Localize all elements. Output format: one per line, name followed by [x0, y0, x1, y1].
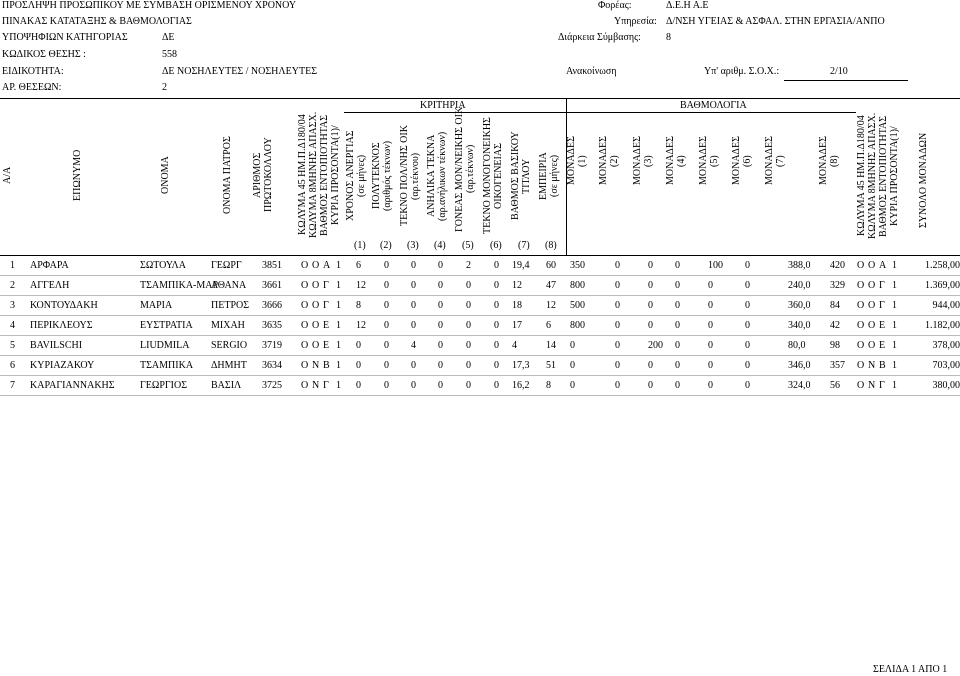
cell-localb: Γ: [879, 280, 885, 291]
cell-goneas: 0: [466, 300, 471, 311]
cell-k45b: Ο: [857, 360, 865, 371]
cell-k45b: Ο: [857, 320, 865, 331]
cell-aa: 1: [10, 260, 15, 271]
col-father: ΟΝΟΜΑ ΠΑΤΡΟΣ: [222, 136, 233, 214]
cell-surname: ΑΡΦΑΡΑ: [30, 260, 69, 271]
cell-localb: Α: [879, 260, 887, 271]
cell-teknomon: 0: [494, 300, 499, 311]
cell-local: Α: [323, 260, 331, 271]
cell-m5: 0: [708, 320, 713, 331]
cell-m4: 0: [675, 320, 680, 331]
doc-title: ΠΡΟΣΛΗΨΗ ΠΡΟΣΩΠΙΚΟΥ ΜΕ ΣΥΜΒΑΣΗ ΟΡΙΣΜΕΝΟΥ ΧΡΟΝΟΥ: [2, 0, 297, 11]
cell-k8: Ο: [312, 260, 320, 271]
cell-teknomon: 0: [494, 320, 499, 331]
cell-m7: 360,0: [788, 300, 811, 311]
cell-polyteknos: 0: [384, 360, 389, 371]
cell-localb: Γ: [879, 380, 885, 391]
cell-k45b: Ο: [857, 300, 865, 311]
code-value: 558: [162, 49, 177, 60]
cell-polyteknos: 0: [384, 340, 389, 351]
cell-unemployment: 12: [356, 320, 366, 331]
cell-m1: 350: [570, 260, 585, 271]
cell-k45b: Ο: [857, 260, 865, 271]
cell-teknopolyt: 0: [411, 260, 416, 271]
cell-qualb: 1: [892, 300, 897, 311]
cell-father: SERGIO: [211, 340, 248, 351]
cell-m8: 56: [830, 380, 840, 391]
cell-k8: Ο: [312, 320, 320, 331]
cell-m8: 84: [830, 300, 840, 311]
cell-m3: 0: [648, 280, 653, 291]
cell-father: ΔΗΜΗΤ: [211, 360, 247, 371]
cell-unemployment: 0: [356, 360, 361, 371]
cell-surname: BAVILSCHI: [30, 340, 83, 351]
cell-k45: Ο: [301, 320, 309, 331]
duration-value: 8: [666, 32, 671, 43]
cell-protocol: 3661: [262, 280, 282, 291]
cell-qualb: 1: [892, 260, 897, 271]
cell-goneas: 0: [466, 280, 471, 291]
cell-qualb: 1: [892, 340, 897, 351]
table-row: [0, 276, 960, 296]
col-kolyma-b: ΚΩΛΥΜΑ 45 ΗΜ.Π.Δ180/04 ΚΩΛΥΜΑ 8ΜΗΝΗΣ ΑΠΑΣΧ. ΒΑΘΜΟΣ ΕΝΤΟΠΙΟΤΗΤΑΣ ΚΥΡΙΑ ΠΡΟΣΟΝΤΑ(1)/: [856, 112, 900, 240]
cell-localb: Ε: [879, 320, 886, 331]
cell-m5: 0: [708, 380, 713, 391]
cell-total: 1.369,00: [925, 280, 960, 291]
cell-k8b: Ο: [868, 260, 876, 271]
cell-k45b: Ο: [857, 280, 865, 291]
cell-m1: 0: [570, 360, 575, 371]
ref-value: 2/10: [830, 66, 848, 77]
cell-goneas: 0: [466, 360, 471, 371]
cell-anilika: 0: [438, 280, 443, 291]
cell-surname: ΑΓΓΕΛΗ: [30, 280, 70, 291]
cell-local: Γ: [323, 380, 329, 391]
col-unemployment: ΧΡΟΝΟΣ ΑΝΕΡΓΙΑΣ (σε μήνες): [345, 130, 367, 222]
cell-qual: 1: [336, 300, 341, 311]
cell-unemployment: 0: [356, 340, 361, 351]
col-degree: ΒΑΘΜΟΣ ΒΑΣΙΚΟΥ ΤΙΤΛΟΥ: [510, 131, 532, 221]
cell-m4: 0: [675, 340, 680, 351]
cell-m8: 98: [830, 340, 840, 351]
subnumber: (6): [490, 240, 502, 251]
cell-anilika: 0: [438, 260, 443, 271]
cell-k8b: Ν: [868, 360, 876, 371]
cell-m2: 0: [615, 280, 620, 291]
col-m2: ΜΟΝΑΔΕΣ (2): [598, 136, 620, 186]
cell-protocol: 3666: [262, 300, 282, 311]
cell-total: 380,00: [932, 380, 960, 391]
cell-m5: 0: [708, 340, 713, 351]
cell-qual: 1: [336, 380, 341, 391]
cell-m5: 0: [708, 300, 713, 311]
cell-experience: 14: [546, 340, 556, 351]
cell-total: 378,00: [932, 340, 960, 351]
col-anilika: ΑΝΗΛΙΚΑ ΤΕΚΝΑ (αρ.ανήλικων τέκνων): [426, 131, 448, 221]
cell-qualb: 1: [892, 360, 897, 371]
col-m6: ΜΟΝΑΔΕΣ (6): [731, 136, 753, 186]
cell-name: ΤΣΑΜΠΙΚΑ: [140, 360, 194, 371]
cell-protocol: 3851: [262, 260, 282, 271]
cell-name: ΓΕΩΡΓΙΟΣ: [140, 380, 188, 391]
subnumber: (3): [407, 240, 419, 251]
cell-m5: 0: [708, 280, 713, 291]
cell-aa: 4: [10, 320, 15, 331]
cell-polyteknos: 0: [384, 320, 389, 331]
cell-name: ΕΥΣΤΡΑΤΙΑ: [140, 320, 193, 331]
cell-teknopolyt: 0: [411, 320, 416, 331]
service-label: Υπηρεσία:: [614, 16, 657, 27]
agency-value: Δ.Ε.Η Α.Ε: [666, 0, 709, 11]
cell-degree: 17,3: [512, 360, 530, 371]
cell-degree: 4: [512, 340, 517, 351]
cell-m5: 0: [708, 360, 713, 371]
code-label: ΚΩΔΙΚΟΣ ΘΕΣΗΣ :: [2, 49, 86, 60]
cell-m4: 0: [675, 260, 680, 271]
cell-localb: Γ: [879, 300, 885, 311]
cell-m8: 357: [830, 360, 845, 371]
cell-name: ΣΩΤΟΥΛΑ: [140, 260, 186, 271]
cell-localb: Β: [879, 360, 886, 371]
cell-m1: 500: [570, 300, 585, 311]
cell-degree: 16,2: [512, 380, 530, 391]
cell-m4: 0: [675, 300, 680, 311]
col-m1: ΜΟΝΑΔΕΣ (1): [566, 136, 588, 186]
cell-m5: 100: [708, 260, 723, 271]
col-m3: ΜΟΝΑΔΕΣ (3): [632, 136, 654, 186]
cell-experience: 47: [546, 280, 556, 291]
cell-experience: 60: [546, 260, 556, 271]
cell-teknomon: 0: [494, 340, 499, 351]
cell-father: ΓΕΩΡΓ: [211, 260, 242, 271]
cell-qual: 1: [336, 280, 341, 291]
cell-m1: 800: [570, 320, 585, 331]
cell-k45: Ο: [301, 360, 309, 371]
subnumber: (8): [545, 240, 557, 251]
col-m7: ΜΟΝΑΔΕΣ (7): [764, 136, 786, 186]
cell-teknomon: 0: [494, 380, 499, 391]
col-surname: ΕΠΩΝΥΜΟ: [72, 149, 83, 201]
cell-local: Γ: [323, 280, 329, 291]
cell-unemployment: 8: [356, 300, 361, 311]
cell-local: Ε: [323, 320, 330, 331]
cell-anilika: 0: [438, 360, 443, 371]
cell-polyteknos: 0: [384, 300, 389, 311]
cell-protocol: 3719: [262, 340, 282, 351]
cell-m2: 0: [615, 380, 620, 391]
cell-k8b: Ο: [868, 320, 876, 331]
cell-qual: 1: [336, 360, 341, 371]
cell-m6: 0: [745, 280, 750, 291]
cell-teknopolyt: 0: [411, 300, 416, 311]
cell-aa: 7: [10, 380, 15, 391]
table-row: [0, 256, 960, 276]
col-kolyma-a: ΚΩΛΥΜΑ 45 ΗΜ.Π.Δ180/04 ΚΩΛΥΜΑ 8ΜΗΝΗΣ ΑΠΑΣΧ. ΒΑΘΜΟΣ ΕΝΤΟΠΙΟΤΗΤΑΣ ΚΥΡΙΑ ΠΡΟΣΟΝΤΑ(1)/: [297, 111, 341, 239]
specialty-label: ΕΙΔΙΚΟΤΗΤΑ:: [2, 66, 64, 77]
cell-goneas: 0: [466, 340, 471, 351]
col-teknopolyt: ΤΕΚΝΟ ΠΟΛ/ΝΗΣ ΟΙΚ (αρ.τέκνου): [399, 125, 421, 227]
cell-teknomon: 0: [494, 260, 499, 271]
col-m4: ΜΟΝΑΔΕΣ (4): [665, 136, 687, 186]
cell-local: Γ: [323, 300, 329, 311]
cell-m7: 346,0: [788, 360, 811, 371]
cell-qualb: 1: [892, 380, 897, 391]
cell-father: ΜΙΧΑΗ: [211, 320, 245, 331]
cell-unemployment: 12: [356, 280, 366, 291]
cell-m6: 0: [745, 360, 750, 371]
cell-k45: Ο: [301, 280, 309, 291]
cell-m1: 800: [570, 280, 585, 291]
cell-local: Ε: [323, 340, 330, 351]
cell-m2: 0: [615, 340, 620, 351]
positions-label: ΑΡ. ΘΕΣΕΩΝ:: [2, 82, 62, 93]
cell-m6: 0: [745, 260, 750, 271]
service-value: Δ/ΝΣΗ ΥΓΕΙΑΣ & ΑΣΦΑΛ. ΣΤΗΝ ΕΡΓΑΣΙΑ/ΑΝΠΟ: [666, 16, 885, 27]
cell-k45: Ο: [301, 260, 309, 271]
cell-anilika: 0: [438, 300, 443, 311]
cell-surname: ΚΟΝΤΟΥΔΑΚΗ: [30, 300, 98, 311]
scores-group-title: ΒΑΘΜΟΛΟΓΙΑ: [680, 100, 747, 111]
cell-unemployment: 0: [356, 380, 361, 391]
cell-m1: 0: [570, 380, 575, 391]
cell-k8: Ν: [312, 380, 320, 391]
cell-m3: 200: [648, 340, 663, 351]
cell-anilika: 0: [438, 340, 443, 351]
table-row: [0, 296, 960, 316]
cell-goneas: 0: [466, 320, 471, 331]
cell-k8: Ν: [312, 360, 320, 371]
cell-teknopolyt: 0: [411, 360, 416, 371]
subnumber: (7): [518, 240, 530, 251]
col-experience: ΕΜΠΕΙΡΙΑ (σε μήνες): [538, 152, 560, 200]
cell-k8: Ο: [312, 340, 320, 351]
cell-m2: 0: [615, 300, 620, 311]
cell-experience: 12: [546, 300, 556, 311]
cell-k8b: Ν: [868, 380, 876, 391]
col-m5: ΜΟΝΑΔΕΣ (5): [698, 136, 720, 186]
cell-k45: Ο: [301, 380, 309, 391]
row-separator: [0, 395, 960, 396]
col-goneas: ΓΟΝΕΑΣ ΜΟΝ/ΝΕΙΚΗΣ ΟΙΚ (αρ.τέκνων): [454, 106, 476, 232]
cell-m7: 80,0: [788, 340, 806, 351]
positions-value: 2: [162, 82, 167, 93]
cell-father: ΑΘΑΝΑ: [211, 280, 247, 291]
cell-m3: 0: [648, 320, 653, 331]
cell-k45: Ο: [301, 340, 309, 351]
subnumber: (5): [462, 240, 474, 251]
cell-m3: 0: [648, 300, 653, 311]
header-top-line: [0, 98, 960, 99]
cell-m1: 0: [570, 340, 575, 351]
cell-qual: 1: [336, 340, 341, 351]
table-row: [0, 316, 960, 336]
table-row: [0, 336, 960, 356]
cell-teknopolyt: 4: [411, 340, 416, 351]
table-row: [0, 356, 960, 376]
cell-k8: Ο: [312, 300, 320, 311]
ref-label: Υπ' αριθμ. Σ.Ο.Χ.:: [704, 66, 780, 77]
cell-name: ΤΣΑΜΠΙΚΑ-ΜΑΡ: [140, 280, 219, 291]
cell-degree: 19,4: [512, 260, 530, 271]
cell-k8b: Ο: [868, 280, 876, 291]
cell-aa: 3: [10, 300, 15, 311]
cell-degree: 12: [512, 280, 522, 291]
cell-m4: 0: [675, 360, 680, 371]
cell-teknomon: 0: [494, 280, 499, 291]
cell-m7: 388,0: [788, 260, 811, 271]
cell-m2: 0: [615, 360, 620, 371]
cell-k8: Ο: [312, 280, 320, 291]
cell-m6: 0: [745, 340, 750, 351]
cell-m4: 0: [675, 380, 680, 391]
cell-m7: 324,0: [788, 380, 811, 391]
cell-degree: 18: [512, 300, 522, 311]
cell-polyteknos: 0: [384, 380, 389, 391]
cell-aa: 6: [10, 360, 15, 371]
cell-k8b: Ο: [868, 300, 876, 311]
cell-m2: 0: [615, 260, 620, 271]
cell-teknomon: 0: [494, 360, 499, 371]
cell-k45b: Ο: [857, 340, 865, 351]
cell-teknopolyt: 0: [411, 280, 416, 291]
cell-m7: 340,0: [788, 320, 811, 331]
cell-total: 944,00: [932, 300, 960, 311]
specialty-value: ΔΕ ΝΟΣΗΛΕΥΤΕΣ / ΝΟΣΗΛΕΥΤΕΣ: [162, 66, 318, 77]
cell-qual: 1: [336, 260, 341, 271]
cell-surname: ΚΑΡΑΓΙΑΝΝΑΚΗΣ: [30, 380, 115, 391]
cell-qualb: 1: [892, 320, 897, 331]
cell-m8: 329: [830, 280, 845, 291]
cell-m8: 420: [830, 260, 845, 271]
cell-father: ΠΕΤΡΟΣ: [211, 300, 250, 311]
category-value: ΔΕ: [162, 32, 175, 43]
duration-label: Διάρκεια Σύμβασης:: [558, 32, 641, 43]
cell-total: 1.258,00: [925, 260, 960, 271]
cell-m6: 0: [745, 300, 750, 311]
cell-m7: 240,0: [788, 280, 811, 291]
cell-protocol: 3634: [262, 360, 282, 371]
cell-total: 703,00: [932, 360, 960, 371]
col-m8: ΜΟΝΑΔΕΣ (8): [818, 136, 840, 186]
cell-k45: Ο: [301, 300, 309, 311]
cell-m3: 0: [648, 260, 653, 271]
cell-aa: 5: [10, 340, 15, 351]
cell-teknopolyt: 0: [411, 380, 416, 391]
cell-m6: 0: [745, 380, 750, 391]
col-name: ΟΝΟΜΑ: [160, 156, 171, 194]
cell-unemployment: 6: [356, 260, 361, 271]
scores-underline: [566, 112, 856, 113]
cell-local: Β: [323, 360, 330, 371]
agency-label: Φορέας:: [598, 0, 632, 11]
page-number: ΣΕΛΙΔΑ 1 ΑΠΟ 1: [873, 664, 948, 675]
cell-m8: 42: [830, 320, 840, 331]
cell-qual: 1: [336, 320, 341, 331]
cell-name: LIUDMILA: [140, 340, 190, 351]
cell-localb: Ε: [879, 340, 886, 351]
col-teknomon: ΤΕΚΝΟ ΜΟΝΟΓΟΝΕΙΚΗΣ ΟΙΚΟΓΕΝΕΙΑΣ: [482, 117, 504, 235]
cell-m3: 0: [648, 380, 653, 391]
subnumber: (4): [434, 240, 446, 251]
cell-k8b: Ο: [868, 340, 876, 351]
col-polyteknos: ΠΟΛΥΤΕΚΝΟΣ (αριθμός τέκνων): [371, 140, 393, 212]
cell-goneas: 2: [466, 260, 471, 271]
cell-m3: 0: [648, 360, 653, 371]
cell-anilika: 0: [438, 380, 443, 391]
category-label: ΥΠΟΨΗΦΙΩΝ ΚΑΤΗΓΟΡΙΑΣ: [2, 32, 128, 43]
cell-polyteknos: 0: [384, 280, 389, 291]
cell-m4: 0: [675, 280, 680, 291]
cell-goneas: 0: [466, 380, 471, 391]
criteria-group-title: ΚΡΙΤΗΡΙΑ: [420, 100, 466, 111]
cell-name: ΜΑΡΙΑ: [140, 300, 173, 311]
cell-protocol: 3725: [262, 380, 282, 391]
subnumber: (2): [380, 240, 392, 251]
cell-m2: 0: [615, 320, 620, 331]
cell-experience: 51: [546, 360, 556, 371]
col-protocol: ΑΡΙΘΜΟΣ ΠΡΩΤΟΚΟΛΛΟΥ: [252, 137, 274, 213]
cell-k45b: Ο: [857, 380, 865, 391]
cell-m6: 0: [745, 320, 750, 331]
announcement-label: Ανακοίνωση: [566, 66, 617, 77]
col-total: ΣΥΝΟΛΟ ΜΟΝΑΔΩΝ: [918, 132, 929, 228]
col-aa: Α/Α: [2, 166, 13, 184]
cell-surname: ΚΥΡΙΑΖΑΚΟΥ: [30, 360, 95, 371]
cell-polyteknos: 0: [384, 260, 389, 271]
cell-protocol: 3635: [262, 320, 282, 331]
cell-father: ΒΑΣΙΛ: [211, 380, 242, 391]
ref-underline: [784, 80, 908, 81]
subnumber: (1): [354, 240, 366, 251]
cell-qualb: 1: [892, 280, 897, 291]
cell-total: 1.182,00: [925, 320, 960, 331]
cell-surname: ΠΕΡΙΚΛΕΟΥΣ: [30, 320, 93, 331]
cell-degree: 17: [512, 320, 522, 331]
table-row: [0, 376, 960, 396]
cell-experience: 6: [546, 320, 551, 331]
table-title: ΠΙΝΑΚΑΣ ΚΑΤΑΤΑΞΗΣ & ΒΑΘΜΟΛΟΓΙΑΣ: [2, 16, 192, 27]
cell-aa: 2: [10, 280, 15, 291]
cell-anilika: 0: [438, 320, 443, 331]
cell-experience: 8: [546, 380, 551, 391]
